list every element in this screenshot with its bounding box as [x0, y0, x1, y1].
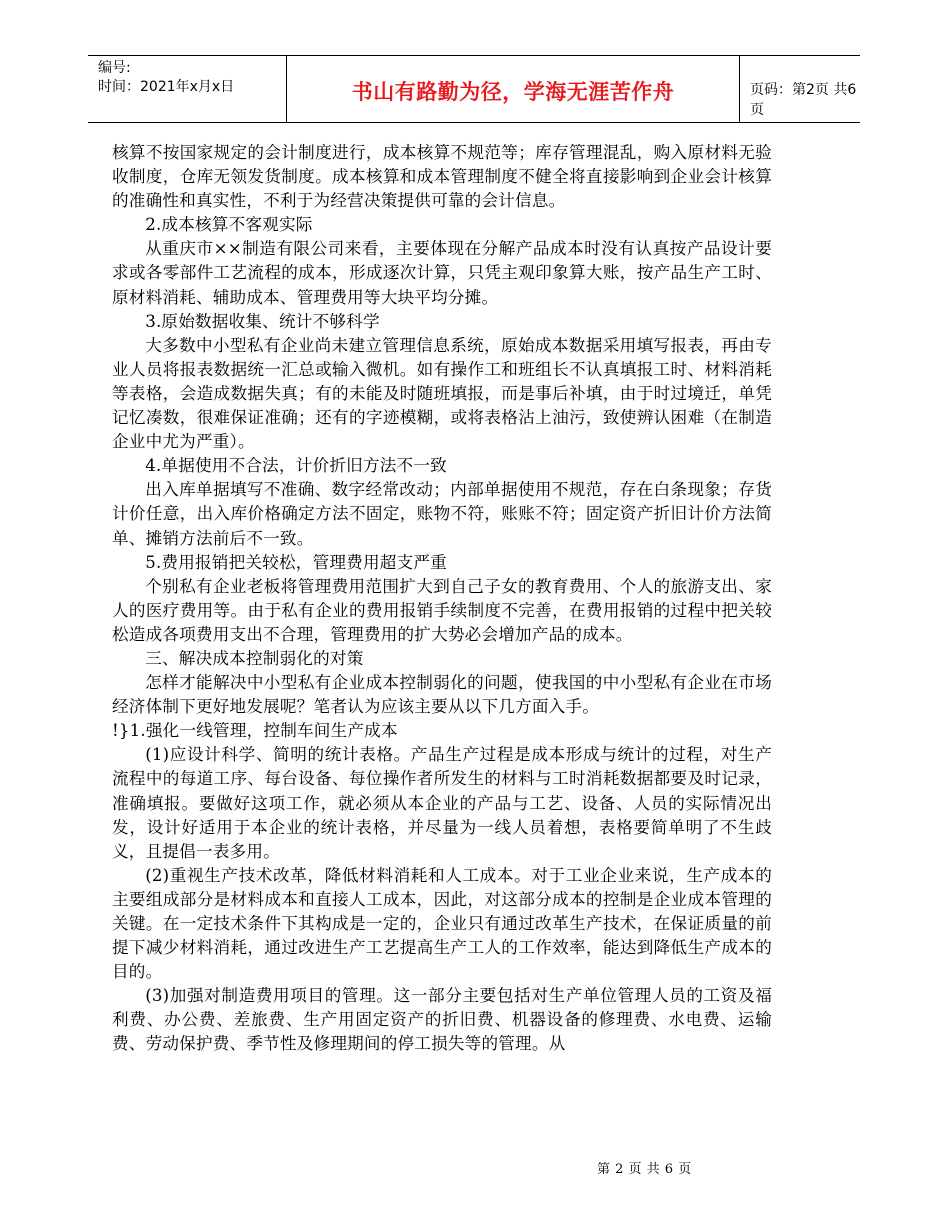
- body-paragraph: 从重庆市××制造有限公司来看，主要体现在分解产品成本时没有认真按产品设计要求或各零部件工艺流程的成本，形成逐次计算，只凭主观印象算大账，按产品生产工时、原材料消耗、辅助成本、管理费用等大块平均分摊。: [112, 239, 772, 307]
- document-number-label: 编号:: [98, 60, 131, 76]
- body-paragraph: 核算不按国家规定的会计制度进行，成本核算不规范等；库存管理混乱，购入原材料无验收制度，仓库无领发货制度。成本核算和成本管理制度不健全将直接影响到企业会计核算的准确性和真实性，不利于为经营决策提供可靠的会计信息。: [112, 143, 772, 211]
- body-paragraph: 个别私有企业老板将管理费用范围扩大到自己子女的教育费用、个人的旅游支出、家人的医疗费用等。由于私有企业的费用报销手续制度不完善，在费用报销的过程中把关较松造成各项费用支出不合理，管理费用的扩大势必会增加产品的成本。: [112, 576, 772, 644]
- section-heading: 5.费用报销把关较松，管理费用超支严重: [145, 552, 447, 572]
- page-footer: 第 2 页 共 6 页: [597, 1162, 692, 1177]
- body-paragraph: 大多数中小型私有企业尚未建立管理信息系统，原始成本数据采用填写报表，再由专业人员将报表数据统一汇总或输入微机。如有操作工和班组长不认真填报工时、材料消耗等表格，会造成数据失真；有的未能及时随班填报，而是事后补填，由于时过境迁，单凭记忆凑数，很难保证准确；还有的字迹模糊，或将表格沾上油污，致使辨认困难（在制造企业中尤为严重）。: [112, 335, 772, 452]
- body-paragraph: 怎样才能解决中小型私有企业成本控制弱化的问题，使我国的中小型私有企业在市场经济体制下更好地发展呢？笔者认为应该主要从以下几方面入手。: [112, 673, 772, 717]
- section-heading: !}1.强化一线管理，控制车间生产成本: [112, 721, 398, 741]
- section-heading: 3.原始数据收集、统计不够科学: [145, 311, 380, 331]
- header-motto: 书山有路勤为径，学海无涯苦作舟: [351, 80, 675, 104]
- body-paragraph: (2)重视生产技术改革，降低材料消耗和人工成本。对于工业企业来说，生产成本的主要组成部分是材料成本和直接人工成本，因此，对这部分成本的控制是企业成本管理的关键。在一定技术条件下其构成是一定的，企业只有通过改革生产技术，在保证质量的前提下减少材料消耗，通过改进生产工艺提高生产工人的工作效率，能达到降低生产成本的目的。: [112, 865, 772, 982]
- header-page-number: 页码：第2页 共6页: [750, 82, 857, 118]
- document-body: [112, 141, 772, 1057]
- document-time-label: 时间：2021年x月x日: [98, 79, 235, 95]
- header-meta: [98, 59, 284, 119]
- section-heading: 2.成本核算不客观实际: [145, 215, 313, 235]
- body-paragraph: (3)加强对制造费用项目的管理。这一部分主要包括对生产单位管理人员的工资及福利费、办公费、差旅费、生产用固定资产的折旧费、机器设备的修理费、水电费、运输费、劳动保护费、季节性及修理期间的停工损失等的管理。从: [112, 986, 772, 1054]
- section-heading: 4.单据使用不合法，计价折旧方法不一致: [145, 456, 447, 476]
- body-paragraph: 出入库单据填写不准确、数字经常改动；内部单据使用不规范，存在白条现象；存货计价任意，出入库价格确定方法不固定，账物不符，账账不符；固定资产折旧计价方法简单、摊销方法前后不一致。: [112, 480, 772, 548]
- section-heading: 三、解决成本控制弱化的对策: [145, 648, 364, 668]
- page-header: [88, 55, 860, 123]
- body-paragraph: (1)应设计科学、简明的统计表格。产品生产过程是成本形成与统计的过程，对生产流程中的每道工序、每台设备、每位操作者所发生的材料与工时消耗数据都要及时记录，准确填报。要做好这项工作，就必须从本企业的产品与工艺、设备、人员的实际情况出发，设计好适用于本企业的统计表格，并尽量为一线人员着想，表格要简单明了不生歧义，且提倡一表多用。: [112, 745, 772, 861]
- header-motto-cell: [286, 56, 740, 122]
